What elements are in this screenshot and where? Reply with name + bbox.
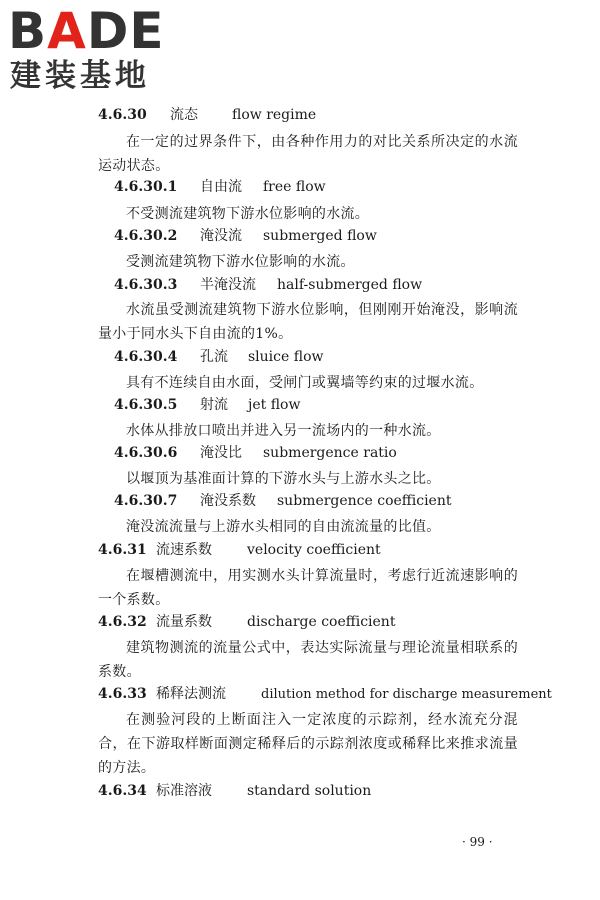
term-definition: 受测流建筑物下游水位影响的水流。 xyxy=(126,254,355,270)
term-definition: 不受测流建筑物下游水位影响的水流。 xyxy=(126,206,370,222)
term-definition: 具有不连续自由水面，受闸门或翼墙等约束的过堰水流。 xyxy=(126,375,484,391)
term-definition: 水流虽受测流建筑物下游水位影响，但刚刚开始淹没，影响流量小于同水头下自由流的1%。 xyxy=(98,302,518,342)
term-definition: 在一定的过界条件下，由各种作用力的对比关系所决定的水流运动状态。 xyxy=(98,134,518,174)
term-definition: 淹没流流量与上游水头相同的自由流流量的比值。 xyxy=(126,519,441,535)
term-definition: 以堰顶为基准面计算的下游水头与上游水头之比。 xyxy=(126,471,441,487)
page-number: · 99 · xyxy=(462,835,493,849)
term-number: 4.6.30.2 xyxy=(114,228,178,244)
term-heading xyxy=(114,177,326,197)
term-english: standard solution xyxy=(247,783,372,799)
term-heading xyxy=(98,781,371,801)
term-number: 4.6.30.4 xyxy=(114,349,178,365)
term-heading xyxy=(114,226,377,246)
term-chinese: 稀释法测流 xyxy=(156,686,226,702)
term-english: dilution method for discharge measurement xyxy=(261,687,552,702)
term-chinese: 流速系数 xyxy=(156,542,212,558)
term-chinese: 半淹没流 xyxy=(200,277,256,293)
term-number: 4.6.30.5 xyxy=(114,397,178,413)
logo-letters: DE xyxy=(86,2,165,60)
logo-letter-accent: A xyxy=(47,2,87,60)
term-definition: 水体从排放口喷出并进入另一流场内的一种水流。 xyxy=(126,423,441,439)
term-number: 4.6.30.6 xyxy=(114,445,178,461)
term-chinese: 淹没比 xyxy=(200,445,242,461)
term-chinese: 流量系数 xyxy=(156,614,212,630)
term-english: jet flow xyxy=(248,397,301,413)
term-english: submerged flow xyxy=(263,228,377,244)
term-english: submergence coefficient xyxy=(277,493,452,509)
term-definition: 建筑物测流的流量公式中，表达实际流量与理论流量相联系的系数。 xyxy=(98,640,518,680)
term-heading xyxy=(114,395,300,415)
term-english: submergence ratio xyxy=(263,445,397,461)
term-definition: 在测验河段的上断面注入一定浓度的示踪剂，经水流充分混合，在下游取样断面测定稀释后的示踪剂浓度或稀释比来推求流量的方法。 xyxy=(98,712,518,776)
term-heading xyxy=(98,105,316,125)
term-heading xyxy=(98,612,395,632)
term-heading xyxy=(98,540,381,560)
logo-chinese: 建装基地 xyxy=(10,58,150,94)
term-heading xyxy=(114,347,323,367)
term-number: 4.6.30.1 xyxy=(114,179,178,195)
term-chinese: 淹没系数 xyxy=(200,493,256,509)
term-english: sluice flow xyxy=(248,349,324,365)
term-number: 4.6.31 xyxy=(98,542,147,558)
term-english: flow regime xyxy=(232,107,317,123)
term-definition: 在堰槽测流中，用实测水头计算流量时，考虑行近流速影响的一个系数。 xyxy=(98,568,518,608)
term-english: velocity coefficient xyxy=(247,542,381,558)
term-chinese: 射流 xyxy=(200,397,228,413)
term-number: 4.6.30 xyxy=(98,107,147,123)
term-heading xyxy=(98,684,552,705)
term-heading xyxy=(114,491,451,511)
term-chinese: 淹没流 xyxy=(200,228,242,244)
logo-letter: B xyxy=(8,2,48,60)
term-english: discharge coefficient xyxy=(247,614,396,630)
term-number: 4.6.30.3 xyxy=(114,277,178,293)
term-chinese: 孔流 xyxy=(200,349,228,365)
term-english: free flow xyxy=(263,179,326,195)
term-chinese: 标准溶液 xyxy=(156,783,212,799)
term-heading xyxy=(114,275,422,295)
term-chinese: 自由流 xyxy=(200,179,242,195)
term-english: half-submerged flow xyxy=(277,277,423,293)
term-number: 4.6.34 xyxy=(98,783,147,799)
term-number: 4.6.30.7 xyxy=(114,493,178,509)
term-number: 4.6.32 xyxy=(98,614,147,630)
term-number: 4.6.33 xyxy=(98,686,147,702)
term-heading xyxy=(114,443,397,463)
term-chinese: 流态 xyxy=(170,107,198,123)
